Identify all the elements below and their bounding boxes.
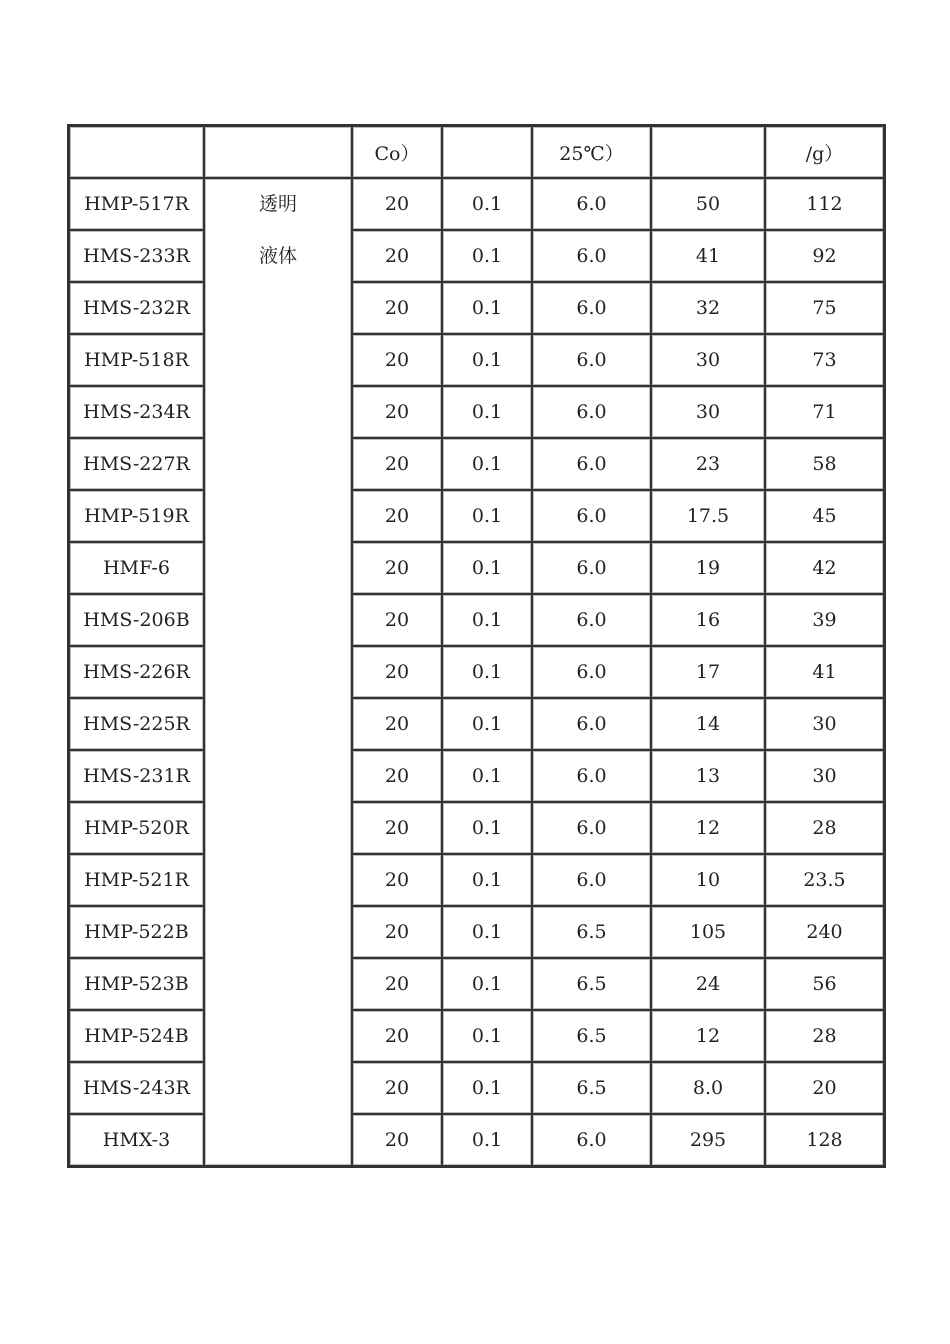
header-cell-col6 xyxy=(651,126,765,178)
cell-c6: 14 xyxy=(651,698,765,750)
table-row xyxy=(69,490,884,542)
cell-c6: 30 xyxy=(651,386,765,438)
cell-c6: 17.5 xyxy=(651,490,765,542)
table-row xyxy=(69,386,884,438)
cell-c5: 6.0 xyxy=(532,698,651,750)
cell-c4: 0.1 xyxy=(442,282,532,334)
table-row xyxy=(69,646,884,698)
cell-c7: 42 xyxy=(765,542,884,594)
cell-c7: 30 xyxy=(765,698,884,750)
cell-c7: 240 xyxy=(765,906,884,958)
cell-c7: 28 xyxy=(765,802,884,854)
table-row xyxy=(69,594,884,646)
cell-c3: 20 xyxy=(352,646,442,698)
cell-c7: 73 xyxy=(765,334,884,386)
cell-c5: 6.5 xyxy=(532,906,651,958)
cell-c5: 6.0 xyxy=(532,230,651,282)
table-row xyxy=(69,750,884,802)
cell-c4: 0.1 xyxy=(442,386,532,438)
cell-c5: 6.0 xyxy=(532,178,651,230)
cell-model: HMP-523B xyxy=(69,958,204,1010)
cell-c5: 6.0 xyxy=(532,438,651,490)
cell-c4: 0.1 xyxy=(442,802,532,854)
cell-c3: 20 xyxy=(352,282,442,334)
cell-c4: 0.1 xyxy=(442,750,532,802)
table-row xyxy=(69,1010,884,1062)
cell-appearance xyxy=(204,178,352,1166)
cell-c7: 112 xyxy=(765,178,884,230)
cell-c5: 6.0 xyxy=(532,594,651,646)
cell-c5: 6.0 xyxy=(532,750,651,802)
cell-c7: 71 xyxy=(765,386,884,438)
cell-model: HMP-520R xyxy=(69,802,204,854)
cell-c3: 20 xyxy=(352,542,442,594)
table-row xyxy=(69,802,884,854)
table-row xyxy=(69,698,884,750)
header-cell-color: Co） xyxy=(352,126,442,178)
cell-c6: 13 xyxy=(651,750,765,802)
cell-c5: 6.0 xyxy=(532,334,651,386)
cell-c5: 6.0 xyxy=(532,542,651,594)
table-row xyxy=(69,958,884,1010)
cell-c4: 0.1 xyxy=(442,906,532,958)
cell-c4: 0.1 xyxy=(442,334,532,386)
table-row xyxy=(69,1062,884,1114)
cell-c4: 0.1 xyxy=(442,698,532,750)
table-row xyxy=(69,334,884,386)
cell-c3: 20 xyxy=(352,386,442,438)
cell-model: HMP-518R xyxy=(69,334,204,386)
cell-c7: 20 xyxy=(765,1062,884,1114)
appearance-text: 液体 xyxy=(258,245,297,267)
cell-c6: 8.0 xyxy=(651,1062,765,1114)
cell-c7: 58 xyxy=(765,438,884,490)
cell-model: HMS-243R xyxy=(69,1062,204,1114)
cell-c6: 24 xyxy=(651,958,765,1010)
cell-model: HMS-225R xyxy=(69,698,204,750)
cell-model: HMP-522B xyxy=(69,906,204,958)
cell-c6: 50 xyxy=(651,178,765,230)
cell-c4: 0.1 xyxy=(442,1114,532,1166)
cell-model: HMP-519R xyxy=(69,490,204,542)
cell-model: HMS-206B xyxy=(69,594,204,646)
cell-c4: 0.1 xyxy=(442,1010,532,1062)
cell-c5: 6.5 xyxy=(532,1062,651,1114)
cell-c5: 6.5 xyxy=(532,958,651,1010)
appearance-text: 透明 xyxy=(258,193,297,215)
table-row xyxy=(69,542,884,594)
cell-c6: 16 xyxy=(651,594,765,646)
cell-c3: 20 xyxy=(352,854,442,906)
cell-c3: 20 xyxy=(352,490,442,542)
cell-c3: 20 xyxy=(352,958,442,1010)
cell-c6: 32 xyxy=(651,282,765,334)
cell-model: HMP-521R xyxy=(69,854,204,906)
table-row xyxy=(69,230,884,282)
cell-c3: 20 xyxy=(352,906,442,958)
cell-c7: 128 xyxy=(765,1114,884,1166)
header-cell-appearance xyxy=(204,126,352,178)
cell-c4: 0.1 xyxy=(442,1062,532,1114)
cell-c7: 75 xyxy=(765,282,884,334)
table-row xyxy=(69,178,884,230)
cell-model: HMS-232R xyxy=(69,282,204,334)
cell-c4: 0.1 xyxy=(442,490,532,542)
cell-c7: 39 xyxy=(765,594,884,646)
cell-c5: 6.0 xyxy=(532,1114,651,1166)
cell-model: HMS-227R xyxy=(69,438,204,490)
table-header-row xyxy=(69,126,884,178)
cell-c3: 20 xyxy=(352,802,442,854)
cell-c3: 20 xyxy=(352,698,442,750)
cell-c4: 0.1 xyxy=(442,230,532,282)
cell-model: HMP-524B xyxy=(69,1010,204,1062)
table-body xyxy=(69,126,884,1166)
table-row xyxy=(69,1114,884,1166)
cell-c5: 6.0 xyxy=(532,854,651,906)
cell-c5: 6.0 xyxy=(532,490,651,542)
cell-c4: 0.1 xyxy=(442,594,532,646)
cell-c4: 0.1 xyxy=(442,178,532,230)
cell-model: HMS-234R xyxy=(69,386,204,438)
cell-c4: 0.1 xyxy=(442,542,532,594)
cell-model: HMP-517R xyxy=(69,178,204,230)
cell-c5: 6.0 xyxy=(532,802,651,854)
cell-c3: 20 xyxy=(352,230,442,282)
cell-c3: 20 xyxy=(352,1010,442,1062)
header-cell-col4 xyxy=(442,126,532,178)
cell-c7: 28 xyxy=(765,1010,884,1062)
table-row xyxy=(69,906,884,958)
cell-c6: 30 xyxy=(651,334,765,386)
cell-c6: 23 xyxy=(651,438,765,490)
cell-c6: 17 xyxy=(651,646,765,698)
cell-c3: 20 xyxy=(352,438,442,490)
cell-c6: 10 xyxy=(651,854,765,906)
cell-c7: 23.5 xyxy=(765,854,884,906)
table-row xyxy=(69,438,884,490)
cell-c7: 45 xyxy=(765,490,884,542)
cell-c5: 6.5 xyxy=(532,1010,651,1062)
cell-c6: 12 xyxy=(651,1010,765,1062)
header-cell-temperature: 25℃） xyxy=(532,126,651,178)
cell-c5: 6.0 xyxy=(532,386,651,438)
spec-table-container xyxy=(67,124,886,1168)
table-row xyxy=(69,282,884,334)
cell-c3: 20 xyxy=(352,594,442,646)
cell-model: HMX-3 xyxy=(69,1114,204,1166)
cell-c6: 19 xyxy=(651,542,765,594)
header-cell-model xyxy=(69,126,204,178)
cell-c7: 92 xyxy=(765,230,884,282)
cell-c4: 0.1 xyxy=(442,646,532,698)
cell-c6: 12 xyxy=(651,802,765,854)
table-row xyxy=(69,854,884,906)
cell-c6: 295 xyxy=(651,1114,765,1166)
spec-table xyxy=(67,124,886,1168)
cell-c5: 6.0 xyxy=(532,282,651,334)
cell-c6: 41 xyxy=(651,230,765,282)
cell-c7: 56 xyxy=(765,958,884,1010)
cell-c3: 20 xyxy=(352,1114,442,1166)
cell-c4: 0.1 xyxy=(442,958,532,1010)
cell-c3: 20 xyxy=(352,178,442,230)
cell-c5: 6.0 xyxy=(532,646,651,698)
cell-c7: 41 xyxy=(765,646,884,698)
cell-c4: 0.1 xyxy=(442,438,532,490)
cell-c4: 0.1 xyxy=(442,854,532,906)
cell-model: HMS-233R xyxy=(69,230,204,282)
cell-c3: 20 xyxy=(352,750,442,802)
cell-c3: 20 xyxy=(352,334,442,386)
cell-model: HMF-6 xyxy=(69,542,204,594)
cell-c3: 20 xyxy=(352,1062,442,1114)
cell-model: HMS-226R xyxy=(69,646,204,698)
header-cell-per-gram: /g） xyxy=(765,126,884,178)
cell-c6: 105 xyxy=(651,906,765,958)
cell-c7: 30 xyxy=(765,750,884,802)
cell-model: HMS-231R xyxy=(69,750,204,802)
